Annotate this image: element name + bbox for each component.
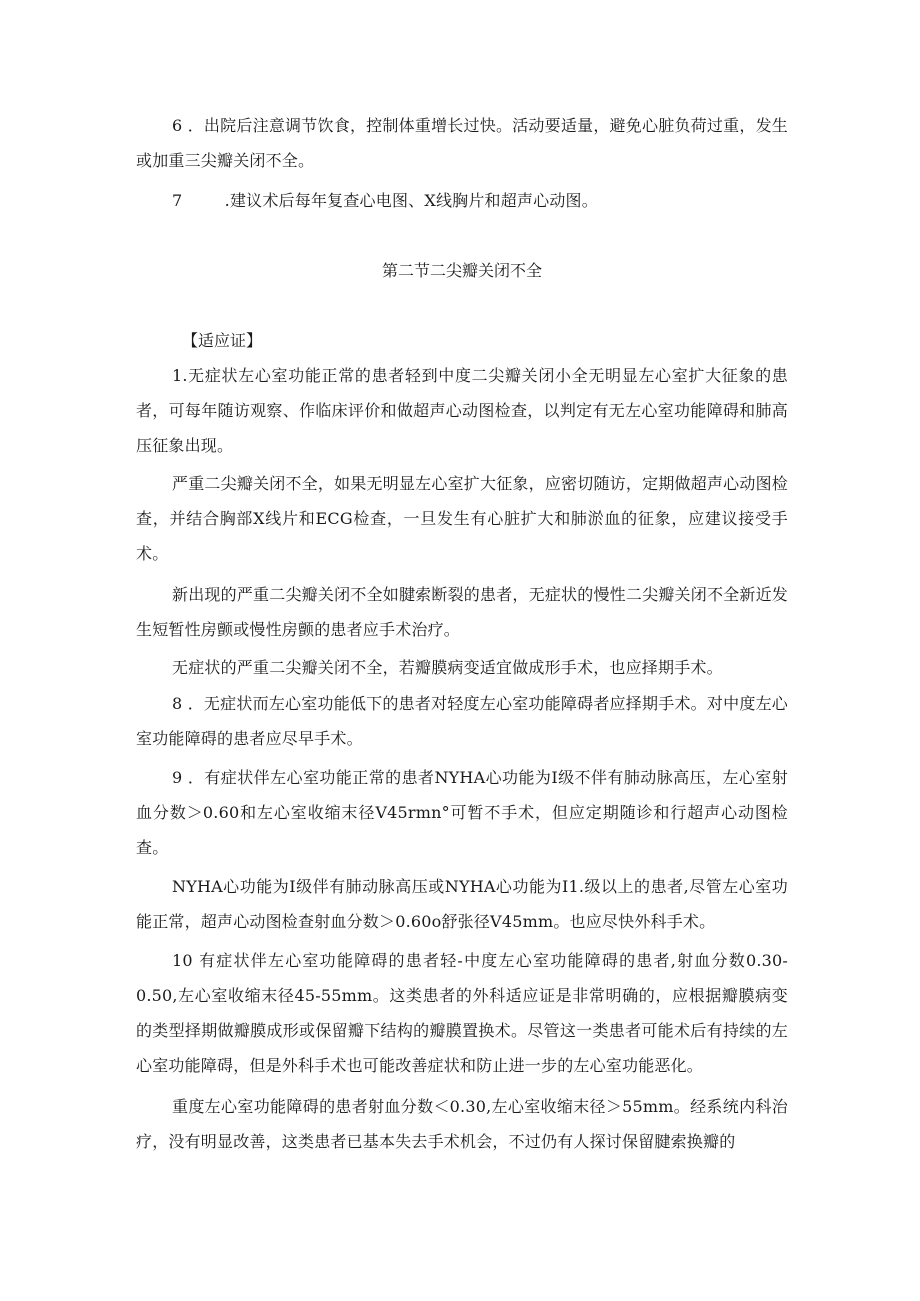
section-title: 第二节二尖瓣关闭不全 <box>381 261 542 280</box>
paragraph-indication-8: 8 ．无症状而左心室功能低下的患者对轻度左心室功能障碍者应择期手术。对中度左心室功能障碍的患者应尽早手术。 <box>136 694 788 748</box>
paragraph-indication-9: 9 ．有症状伴左心室功能正常的患者NYHA心功能为I级不伴有肺动脉高压，左心室射血分数＞0.60和左心室收缩末径V45rmn°可暂不手术，但应定期随诊和行超声心动图检查。 <box>136 768 788 857</box>
paragraph-indication-1: 1.无症状左心室功能正常的患者轻到中度二尖瓣关闭小全无明显左心室扩大征象的患者，可每年随访观察、作临床评价和做超声心动图检查，以判定有无左心室功能障碍和肺高压征象出现。 <box>136 366 788 455</box>
paragraph-severe-regurgitation: 严重二尖瓣关闭不全，如果无明显左心室扩大征象，应密切随访，定期做超声心动图检查，并结合胸部X线片和ECG检查，一旦发生有心脏扩大和肺淤血的征象，应建议接受手术。 <box>136 474 788 563</box>
paragraph-severe-dysfunction: 重度左心室功能障碍的患者射血分数＜0.30,左心室收缩末径＞55mm。经系统内科治疗，没有明显改善，这类患者已基本失去手术机会，不过仍有人探讨保留腱索换瓣的 <box>136 1097 788 1151</box>
paragraph-asymptomatic-repair: 无症状的严重二尖瓣关闭不全，若瓣膜病变适宜做成形手术，也应择期手术。 <box>172 658 723 677</box>
paragraph-indication-10: 10 有症状伴左心室功能障碍的患者轻-中度左心室功能障碍的患者,射血分数0.30-0.50,左心室收缩末径45-55mm。这类患者的外科适应证是非常明确的，应根据瓣膜病变的类型择期做瓣膜成形或保留瓣下结构的瓣膜置换术。尽管这一类患者可能术后有持续的左心室功能障碍，但是外科手术也可能改善症状和防止进一步的左心室功能恶化。 <box>136 951 788 1075</box>
paragraph-new-onset: 新出现的严重二尖瓣关闭不全如腱索断裂的患者，无症状的慢性二尖瓣关闭不全新近发生短暂性房颤或慢性房颤的患者应手术治疗。 <box>136 585 788 639</box>
indication-label: 【适应证】 <box>182 331 263 350</box>
paragraph-item-6: 6 ．出院后注意调节饮食，控制体重增长过快。活动要适量，避免心脏负荷过重，发生或加重三尖瓣关闭不全。 <box>136 116 788 170</box>
paragraph-nyha: NYHA心功能为I级伴有肺动脉高压或NYHA心功能为I1.级以上的患者,尽管左心室功能正常，超声心动图检查射血分数＞0.60o舒张径V45mm。也应尽快外科手术。 <box>136 877 788 931</box>
paragraph-item-7: 7 .建议术后每年复查心电图、X线胸片和超声心动图。 <box>172 191 598 210</box>
